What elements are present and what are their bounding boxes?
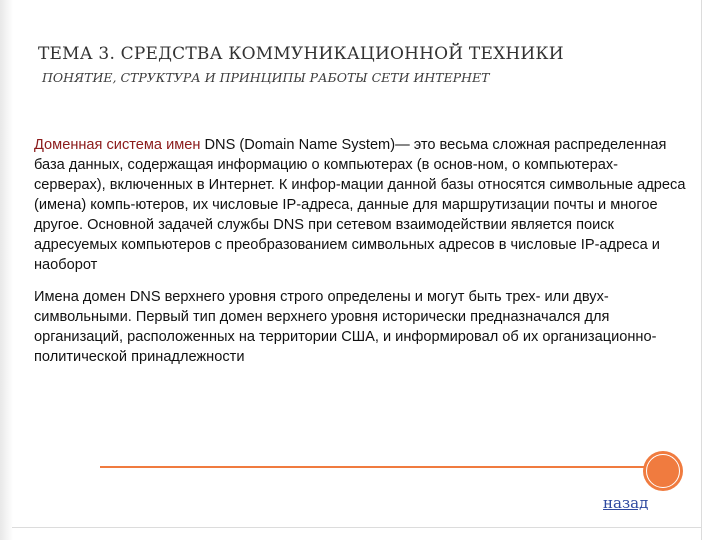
slide-subtitle: ПОНЯТИЕ, СТРУКТУРА И ПРИНЦИПЫ РАБОТЫ СЕТИ ИНТЕРНЕТ <box>42 70 490 85</box>
slide-right-border <box>701 0 702 540</box>
paragraph-dns <box>34 135 689 275</box>
paragraph-top-level-domains: Имена домен DNS верхнего уровня строго определены и могут быть трех- или двух-символьными. Первый тип домен верхнего уровня исторически предназначался для организаций, расположенных на территории США, и информировал об их организационно-политической принадлежности <box>34 289 657 365</box>
slide-left-border <box>0 0 13 540</box>
slide-title: ТЕМА 3. СРЕДСТВА КОММУНИКАЦИОННОЙ ТЕХНИКИ <box>38 44 564 64</box>
accent-circle <box>643 451 683 491</box>
accent-divider <box>100 466 660 468</box>
dns-term: Доменная система имен <box>34 137 201 153</box>
slide-bottom-border <box>12 527 702 528</box>
dns-definition: DNS (Domain Name System)— это весьма сложная распределенная база данных, содержащая информацию о компьютерах (в основ-ном, о компьютерах-серверах), включенных в Интернет. К инфор-мации данной базы относятся символьные адреса (имена) компь-ютеров, их числовые IP-адреса, данные для маршрутизации почты и многое другое. Основной задачей службы DNS при сетевом взаимодействии является поиск адресуемых компьютеров с преобразованием символьных адресов в числовые IP-адреса и наоборот <box>34 137 686 273</box>
back-link[interactable]: назад <box>603 494 649 512</box>
